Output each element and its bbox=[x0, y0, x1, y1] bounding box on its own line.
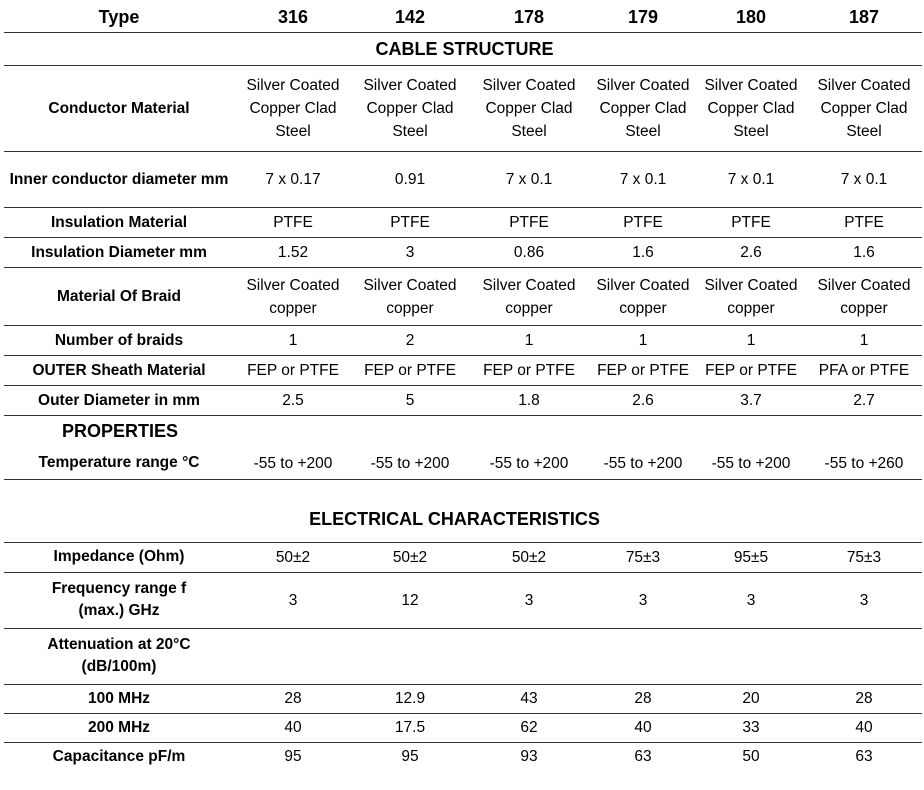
cell: Silver Coated Copper Clad Steel bbox=[806, 66, 922, 152]
cell: 62 bbox=[468, 713, 590, 742]
row-capacitance bbox=[4, 742, 922, 771]
cell: -55 to +200 bbox=[234, 448, 352, 480]
row-label: Insulation Material bbox=[4, 208, 234, 238]
cell: Silver Coated Copper Clad Steel bbox=[352, 66, 468, 152]
cell: 3.7 bbox=[696, 386, 806, 416]
cell: 3 bbox=[696, 572, 806, 628]
cell: PTFE bbox=[234, 208, 352, 238]
cell: Silver Coated Copper Clad Steel bbox=[468, 66, 590, 152]
cell: 3 bbox=[234, 572, 352, 628]
cell: 2.6 bbox=[696, 238, 806, 268]
section-title: PROPERTIES bbox=[62, 421, 179, 442]
section-title: CABLE STRUCTURE bbox=[4, 33, 922, 66]
cell: Silver Coated copper bbox=[234, 268, 352, 326]
cell: 40 bbox=[234, 713, 352, 742]
cell: Silver Coated copper bbox=[590, 268, 696, 326]
row-number-of-braids bbox=[4, 326, 922, 356]
cell: 1 bbox=[696, 326, 806, 356]
cell: 50 bbox=[742, 748, 760, 766]
cell: FEP or PTFE bbox=[234, 356, 352, 386]
cell: 50±2 bbox=[352, 542, 468, 572]
cell: 2 bbox=[352, 326, 468, 356]
row-outer-sheath-material bbox=[4, 356, 922, 386]
cell: 1 bbox=[468, 326, 590, 356]
cell: 1 bbox=[234, 326, 352, 356]
cell: 1.6 bbox=[590, 238, 696, 268]
row-label: OUTER Sheath Material bbox=[4, 356, 234, 386]
cell: 7 x 0.1 bbox=[590, 152, 696, 208]
cell: 0.86 bbox=[468, 238, 590, 268]
cell: Silver Coated copper bbox=[806, 268, 922, 326]
cell: 63 bbox=[855, 748, 873, 766]
section-properties bbox=[4, 416, 922, 448]
cell: 50±2 bbox=[234, 542, 352, 572]
cell: 7 x 0.17 bbox=[234, 152, 352, 208]
row-attenuation bbox=[4, 628, 922, 684]
cell: 28 bbox=[234, 684, 352, 713]
cell: 17.5 bbox=[352, 713, 468, 742]
section-title: ELECTRICAL CHARACTERISTICS bbox=[4, 508, 922, 542]
cell: -55 to +200 bbox=[696, 448, 806, 480]
cell: 1 bbox=[590, 326, 696, 356]
cell: Silver Coated copper bbox=[696, 268, 806, 326]
row-impedance bbox=[4, 542, 922, 572]
cell: Silver Coated Copper Clad Steel bbox=[696, 66, 806, 152]
cell: 75±3 bbox=[806, 542, 922, 572]
section-cable-structure bbox=[4, 33, 922, 66]
cell: 75±3 bbox=[590, 542, 696, 572]
cell: PTFE bbox=[468, 208, 590, 238]
cell: FEP or PTFE bbox=[590, 356, 696, 386]
cell: FEP or PTFE bbox=[468, 356, 590, 386]
cell: PTFE bbox=[590, 208, 696, 238]
cell: 40 bbox=[590, 713, 696, 742]
cell: Silver Coated Copper Clad Steel bbox=[590, 66, 696, 152]
cell: PTFE bbox=[352, 208, 468, 238]
row-label: Frequency range f (max.) GHz bbox=[4, 572, 234, 628]
row-att-200mhz bbox=[4, 713, 922, 742]
cell: -55 to +200 bbox=[590, 448, 696, 480]
type-178: 178 bbox=[468, 2, 590, 33]
cell: 7 x 0.1 bbox=[806, 152, 922, 208]
type-label: Type bbox=[4, 2, 234, 33]
cell: -55 to +260 bbox=[806, 448, 922, 480]
row-label: Attenuation at 20°C (dB/100m) bbox=[4, 628, 234, 684]
row-label: Inner conductor diameter mm bbox=[4, 152, 234, 208]
section-electrical bbox=[4, 508, 922, 542]
cell: 1 bbox=[806, 326, 922, 356]
cell: -55 to +200 bbox=[352, 448, 468, 480]
row-material-of-braid bbox=[4, 268, 922, 326]
cell: 50±2 bbox=[468, 542, 590, 572]
type-187: 187 bbox=[806, 2, 922, 33]
cell: 2.7 bbox=[806, 386, 922, 416]
cell: 93 bbox=[520, 748, 538, 766]
cell: 7 x 0.1 bbox=[696, 152, 806, 208]
row-label: Conductor Material bbox=[4, 66, 234, 152]
row-insulation-diameter bbox=[4, 238, 922, 268]
type-179: 179 bbox=[590, 2, 696, 33]
cell: 12 bbox=[352, 572, 468, 628]
row-temperature-range bbox=[4, 448, 922, 480]
spec-table bbox=[4, 2, 922, 771]
cell: 28 bbox=[806, 684, 922, 713]
cell: 40 bbox=[806, 713, 922, 742]
cell: 3 bbox=[468, 572, 590, 628]
header-row bbox=[4, 2, 922, 33]
row-conductor-material bbox=[4, 66, 922, 152]
cell: 33 bbox=[696, 713, 806, 742]
cell: 20 bbox=[696, 684, 806, 713]
type-142: 142 bbox=[352, 2, 468, 33]
row-label: Temperature range °C bbox=[4, 448, 234, 480]
cell: 1.8 bbox=[468, 386, 590, 416]
cell: 95 bbox=[401, 748, 419, 766]
row-label: Outer Diameter in mm bbox=[4, 386, 234, 416]
cell: 95 bbox=[284, 748, 302, 766]
cell: 3 bbox=[590, 572, 696, 628]
row-label: Insulation Diameter mm bbox=[4, 238, 234, 268]
cell: Silver Coated Copper Clad Steel bbox=[234, 66, 352, 152]
cell: FEP or PTFE bbox=[352, 356, 468, 386]
row-outer-diameter bbox=[4, 386, 922, 416]
row-insulation-material bbox=[4, 208, 922, 238]
cell: 43 bbox=[468, 684, 590, 713]
spacer-row bbox=[4, 480, 922, 509]
cell: 5 bbox=[352, 386, 468, 416]
row-label: Material Of Braid bbox=[4, 268, 234, 326]
cell: -55 to +200 bbox=[468, 448, 590, 480]
cell: 2.5 bbox=[234, 386, 352, 416]
cell: 12.9 bbox=[352, 684, 468, 713]
row-label: Number of braids bbox=[4, 326, 234, 356]
cell: 28 bbox=[590, 684, 696, 713]
row-frequency-range bbox=[4, 572, 922, 628]
row-inner-conductor-diameter bbox=[4, 152, 922, 208]
row-label: Capacitance pF/m bbox=[52, 747, 186, 765]
row-label: Impedance (Ohm) bbox=[4, 542, 234, 572]
cell: Silver Coated copper bbox=[468, 268, 590, 326]
cell: PTFE bbox=[696, 208, 806, 238]
cell: 95±5 bbox=[696, 542, 806, 572]
cell: 1.6 bbox=[806, 238, 922, 268]
type-180: 180 bbox=[696, 2, 806, 33]
row-att-100mhz bbox=[4, 684, 922, 713]
row-label: 200 MHz bbox=[4, 713, 234, 742]
cell: Silver Coated copper bbox=[352, 268, 468, 326]
cell: 7 x 0.1 bbox=[468, 152, 590, 208]
cell: FEP or PTFE bbox=[696, 356, 806, 386]
cell: 63 bbox=[634, 748, 652, 766]
cell: 3 bbox=[806, 572, 922, 628]
cell: PTFE bbox=[806, 208, 922, 238]
cable-spec-sheet bbox=[4, 2, 922, 771]
row-label: 100 MHz bbox=[4, 684, 234, 713]
cell: 3 bbox=[352, 238, 468, 268]
cell: 1.52 bbox=[234, 238, 352, 268]
type-316: 316 bbox=[234, 2, 352, 33]
cell: 2.6 bbox=[590, 386, 696, 416]
cell: 0.91 bbox=[352, 152, 468, 208]
cell: PFA or PTFE bbox=[806, 356, 922, 386]
